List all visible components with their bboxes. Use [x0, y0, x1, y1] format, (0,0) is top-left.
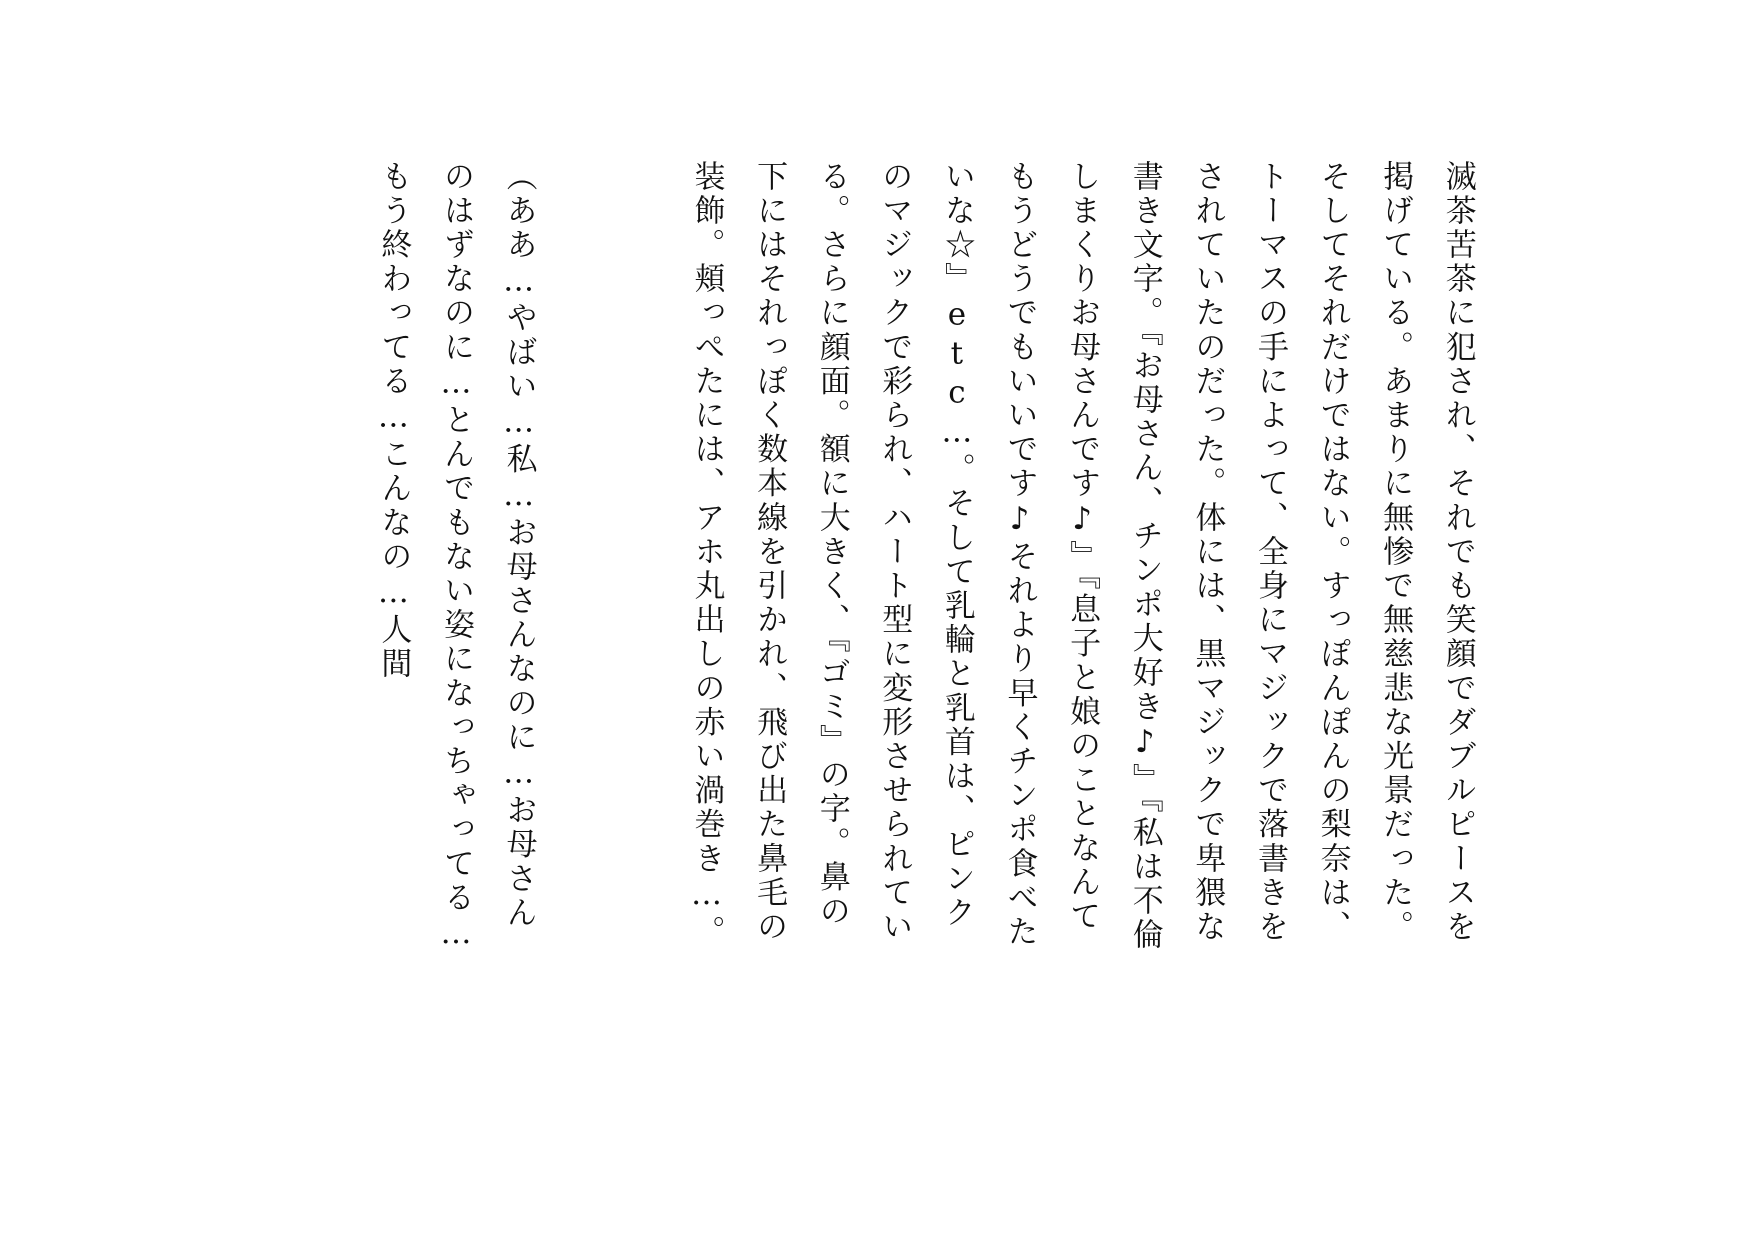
paragraph-1: 滅茶苦茶に犯され、それでも笑顔でダブルピースを掲げている。あまりに無惨で無慈悲な光景だった。そしてそれだけではない。すっぽんぽんの梨奈は、トーマスの手によって、全身にマジックで落書きをされていたのだった。体には、黒マジックで卑猥な書き文字。『お母さん、チンポ大好き♪』『私は不倫しまくりお母さんです♪』『息子と娘のことなんてもうどうでもいいです♪それより早くチンポ食べたいな☆』etc…。そして乳輪と乳首は、ピンクのマジックで彩られ、ハート型に変形させられている。さらに顔面。額に大きく、『ゴミ』の字。鼻の下にはそれっぽく数本線を引かれ、飛び出た鼻毛の装飾。頬っぺたには、アホ丸出しの赤い渦巻き…。	[688, 160, 1476, 953]
paragraph-2: （ああ…やばい…私…お母さんなのに…お母さんのはずなのに…とんでもない姿になっちゃってる…もう終わってる…こんなの…人間	[375, 160, 537, 955]
vertical-text-body	[154, 160, 1614, 960]
